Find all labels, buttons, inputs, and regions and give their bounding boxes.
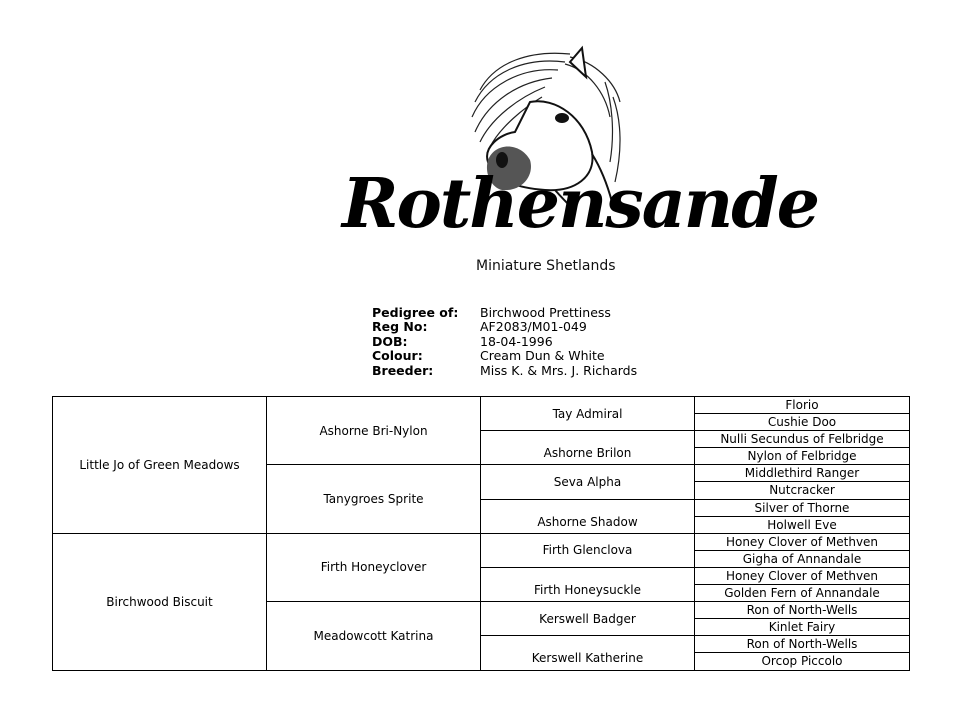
detail-value: 18-04-1996 bbox=[480, 333, 553, 349]
detail-value: AF2083/M01-049 bbox=[480, 319, 587, 335]
pedigree-ancestor: Ron of North-Wells bbox=[695, 602, 910, 619]
pedigree-ancestor: Gigha of Annandale bbox=[695, 550, 910, 567]
detail-value: Miss K. & Mrs. J. Richards bbox=[480, 362, 638, 378]
pedigree-great-grandparent: Seva Alpha bbox=[481, 465, 695, 499]
pedigree-ancestor: Orcop Piccolo bbox=[695, 653, 910, 670]
pedigree-ancestor: Florio bbox=[695, 397, 910, 414]
detail-value: Cream Dun & White bbox=[480, 348, 605, 364]
pedigree-ancestor: Nulli Secundus of Felbridge bbox=[695, 431, 910, 448]
pedigree-great-grandparent: Kerswell Katherine bbox=[481, 636, 695, 670]
pedigree-ancestor: Ron of North-Wells bbox=[695, 636, 910, 653]
detail-label: Colour: bbox=[372, 348, 423, 364]
pedigree-sire: Little Jo of Green Meadows bbox=[53, 397, 267, 534]
pedigree-ancestor: Honey Clover of Methven bbox=[695, 533, 910, 550]
pedigree-table bbox=[52, 396, 907, 670]
pedigree-great-grandparent: Ashorne Shadow bbox=[481, 499, 695, 533]
pedigree-grandparent: Firth Honeyclover bbox=[267, 533, 481, 601]
pedigree-ancestor: Kinlet Fairy bbox=[695, 619, 910, 636]
pedigree-ancestor: Middlethird Ranger bbox=[695, 465, 910, 482]
pedigree-grandparent: Ashorne Bri-Nylon bbox=[267, 397, 481, 465]
detail-row bbox=[372, 320, 637, 334]
pedigree-ancestor: Honey Clover of Methven bbox=[695, 567, 910, 584]
detail-label: Reg No: bbox=[372, 319, 428, 335]
pedigree-great-grandparent: Tay Admiral bbox=[481, 397, 695, 431]
pedigree-great-grandparent: Ashorne Brilon bbox=[481, 431, 695, 465]
brand-name: Rothensande bbox=[342, 164, 819, 244]
detail-label: Pedigree of: bbox=[372, 305, 459, 320]
pedigree-ancestor: Holwell Eve bbox=[695, 516, 910, 533]
detail-label: Breeder: bbox=[372, 362, 434, 378]
brand-subtitle: Miniature Shetlands bbox=[476, 258, 616, 274]
pedigree-great-grandparent: Firth Glenclova bbox=[481, 533, 695, 567]
pedigree-ancestor: Nutcracker bbox=[695, 482, 910, 499]
logo bbox=[330, 42, 819, 277]
detail-label: DOB: bbox=[372, 333, 408, 349]
horse-details bbox=[372, 306, 637, 378]
pedigree-dam: Birchwood Biscuit bbox=[53, 533, 267, 670]
pedigree-ancestor: Golden Fern of Annandale bbox=[695, 585, 910, 602]
pedigree-great-grandparent: Firth Honeysuckle bbox=[481, 567, 695, 601]
detail-row bbox=[372, 349, 637, 363]
pedigree-ancestor: Cushie Doo bbox=[695, 414, 910, 431]
pedigree-grandparent: Tanygroes Sprite bbox=[267, 465, 481, 533]
pedigree-great-grandparent: Kerswell Badger bbox=[481, 602, 695, 636]
detail-row bbox=[372, 306, 637, 320]
pedigree-grandparent: Meadowcott Katrina bbox=[267, 602, 481, 670]
pedigree-ancestor: Nylon of Felbridge bbox=[695, 448, 910, 465]
pedigree-ancestor: Silver of Thorne bbox=[695, 499, 910, 516]
detail-value: Birchwood Prettiness bbox=[480, 305, 611, 320]
detail-row bbox=[372, 335, 637, 349]
detail-row bbox=[372, 364, 637, 378]
